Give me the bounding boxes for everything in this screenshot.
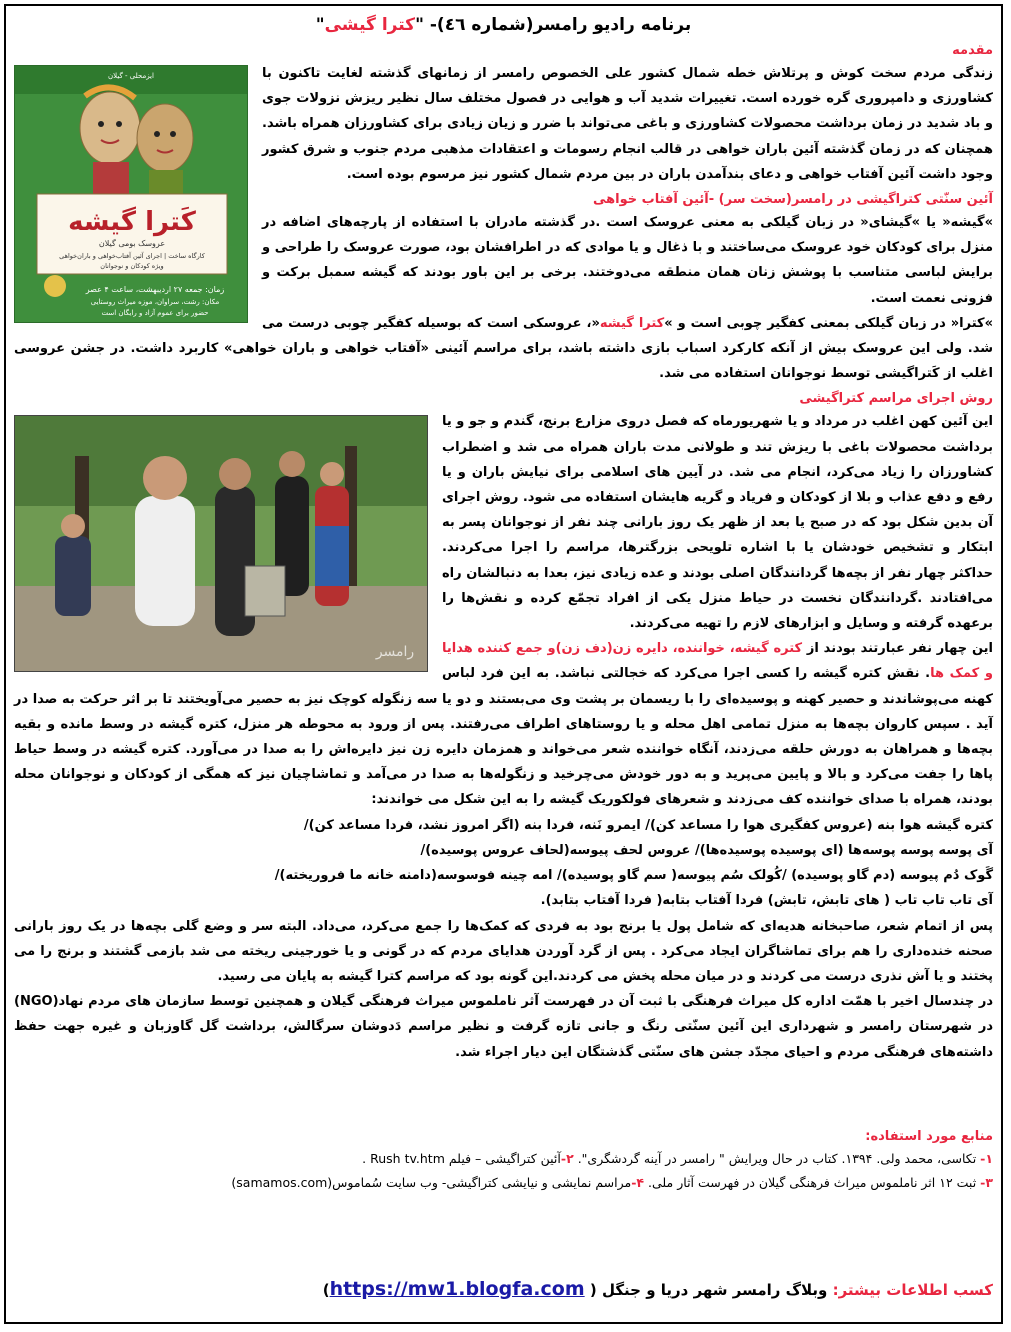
reference-text: ثبت ۱۲ اثر ناملموس میراث فرهنگی گیلان در فهرست آثار ملی. <box>644 1174 981 1190</box>
kitra-gishe-poster-image <box>14 65 248 323</box>
method-heading: روش اجرای مراسم کتراگیشی <box>799 391 993 407</box>
intro-paragraph: زندگی مردم سخت کوش و پرتلاش خطه شمال کشور علی الخصوص رامسر از زمانهای گذشته لغایت تاکنون با کشاورزی و دامپروری گره خورده است. تغییرات شدید آب و هوایی در فصول مختلف سال نظیر ریزش نزولات جوی و باد شدید در زمان برداشت محصولات کشاورزی و باغی می‌تواند با ضرر و زیان زیادی برای کشاورزان همراه باشد. همچنان که در زمان گذشته آئین باران خواهی در قالب انجام رسومات و اعتقادات مذهبی مردم جنوب و شرق کشور وجود داشت آئین آفتاب خواهی و دعای بندآمدن باران در بین مردم شمال کشور نیز مرسوم بوده است. <box>262 66 993 182</box>
verse-line: آی پوسه پوسه پوسه‌ها (ای پوسیده پوسیده‌ها)/ عروس لحف پیوسه(لحاف عروس پوسیده)/ <box>420 842 993 858</box>
poster-place-line: مکان: رشت، سراوان، موزه میراث روستایی <box>90 298 220 306</box>
reference-text: تکاسی، محمد ولی. ۱۳۹۴. کتاب در حال ویرایش " رامسر در آینه گردشگری". <box>573 1150 981 1166</box>
footer-blog-name: وبلاگ رامسر شهر دریا و جنگل ( <box>584 1281 833 1299</box>
footer-label: کسب اطلاعات بیشتر: <box>832 1281 993 1299</box>
verse-line: کتره گیشه هوا بنه (عروس کفگیری هوا را مساعد کن)/ ایمرو نَنه، فردا بنه (اگر امروز نشد، فردا مساعد کن)/ <box>303 817 993 833</box>
reference-number: ۳- <box>980 1174 993 1190</box>
references-heading: منابع مورد استفاده: <box>865 1128 993 1144</box>
photo-watermark: رامسر <box>375 644 415 661</box>
revival-paragraph: در چندسال اخیر با همّت اداره کل میراث فرهنگی با ثبت آن در فهرست آثر ناملموس میراث فرهنگی گیلان و همچنین توسط سازمان های مردم نهاد(NGO) در شهرستان رامسر و شهرداری این آئین سنّتی رنگ و جانی تازه گرفت و نظیر مراسم دَدوشان سرگالش، برداشت گل گاوزبان و غیره جهت حفظ داشته‌های فرهنگی مردم و احیای مجدّد جشن های سنّتی گذشتگان این دیار اجراء شد. <box>14 994 993 1060</box>
kitra-paragraph-start: »کترا« در زبان گیلکی بمعنی کفگیر چوبی است و » <box>664 315 993 331</box>
footer-close-paren: ) <box>322 1281 330 1299</box>
reference-text: مراسم نمایشی و نیایشی کتراگیشی- وب سایت سُماموس(samamos.com) <box>231 1174 632 1190</box>
verse-line: گَوک دُم پیوسه (دم گاو پوسیده) /کُولک سُم پیوسه( سم گاو پوسیده)/ امه چینه فوسوسه(دامنه خانه ما فرو‌ریخته)/ <box>274 868 993 884</box>
gishe-paragraph: »گیشه« یا »گیشای« در زبان گیلکی به معنی عروسک است .در گذشته مادران با استفاده از پارچه‌های اضافه در منزل برای کودکان خود عروسک می‌ساختند و با ذغال و یا موادی که در اطرافشان بود، صورت عروسک را طراحی و برایش لباسی متناسب با پوشش زنان همان منطقه می‌دوختند. برخی بر این باور بودند که گیشه سمبل برکت و فزونی نعمت است. <box>262 215 993 306</box>
footer-more-info <box>14 1277 993 1302</box>
gift-paragraph: پس از اتمام شعر، صاحبخانه هدیه‌ای که شامل پول یا برنج بود به فردی که کمک‌ها را جمع می‌کرد، می‌داد. البته سر و وضع گلی بچه‌ها در یک روز بارانی صحنه خنده‌داری را هم برای تماشاگران ایجاد می‌کرد . پس از گرد آوردن هدایای مردم که در گونی و یا خورجینی ریخته می شد بازمی گشتند و برنج را می پختند و یا آش نذری درست می کردند و در میان محله پخش می کردند.این گونه بود که مراسم کترا گیشه به پایان می رسید. <box>14 918 993 984</box>
method-paragraph: این آئین کهن اغلب در مرداد و یا شهریورماه که فصل دروی مزارع برنج، گندم و جو و یا برداشت محصولات باغی با ریزش تند و طولانی مدت باران همراه می شد و اضطراب کشاورزان را زیاد می‌کرد، انجام می شد. در آیین های اسلامی برای نیایش باران و یا رفع و دفع عذاب و بلا از کودکان و فریاد و گریه هایشان استفاده می شود. روش اجرای آن بدین شکل بود که در صبح یا بعد از ظهر یک روز بارانی چند نفر از نوجوانان پسر به ابتکار و تشخیص خودشان یا با اشاره تلویحی بزرگترها، مراسم را اجرا می‌کردند. حداکثر چهار نفر از بچه‌ها گردانندگان اصلی بودند و عده زیادی نیز، بعدا به دنبالشان راه می‌افتادند .گردانندگان نخست در حیاط منزل یکی از افراد تجمّع کرده و نقش‌ها را برعهده گرفته و وسایل و ابزارهای لازم را تهیه می‌کردند. <box>442 414 993 632</box>
roles-highlight: کتره گیشه، خواننده، دایره زن(دف زن)و جمع کننده هدایا و کمک ها <box>442 641 993 682</box>
title-prefix: برنامه رادیو رامسر(شماره ٤٦)- " <box>415 15 692 35</box>
document-content <box>14 12 993 1316</box>
poster-subtitle-3: ویژه کودکان و نوجوانان <box>100 262 164 270</box>
reference-number: ۲- <box>560 1150 574 1166</box>
poster-logo-line: ایزمحلی - گیلان <box>108 72 154 80</box>
poster-illustration <box>15 66 247 322</box>
photo-illustration <box>15 416 427 671</box>
page-title <box>14 12 993 38</box>
poster-date-line: زمان: جمعه ۲۷ اردیبهشت، ساعت ۴ عصر <box>85 285 225 294</box>
intro-heading: مقدمه <box>952 43 993 58</box>
verse-line: آی تاب تاب تاب ( های تابش، تابش) فردا آفتاب بتابه( فردا آفتاب بتابد). <box>540 893 993 909</box>
poster-subtitle-2: کارگاه ساخت | اجرای آئین آفتاب‌خواهی و باران‌خواهی <box>59 252 205 260</box>
reference-line-2 <box>14 1171 993 1195</box>
ritual-performance-photo <box>14 415 428 672</box>
roles-paragraph-end: . نقش کتره گیشه را کسی اجرا می‌کرد که خجالتی نباشد. به این فرد لباس کهنه می‌پوشاندند و حصیر کهنه و پوسیده‌ای را با ریسمان بر پشت وی می‌بستند و دو یا سه زنگوله کوچک نیز به حصیر می‌آویختند تا بر اثر حرکت به صدا در آید . سپس کاروان بچه‌ها به منزل تمامی اهل محله و یا روستاهای اطراف می‌رفتند. پس از ورود به محوطه هر منزل، کتره گیشه در وسط مانده و بقیه بچه‌ها و همراهان به دورش حلقه می‌زدند، آنگاه خواننده شعر می‌خواند و همزمان دایره زن نیز دایره‌اش را به صدا در می‌آورد. کتره گیشه در وسط حیاط پاها را جفت می‌کرد و بالا و پایین می‌پرید و به دور خودش می‌چرخید و زنگوله‌ها به صدا در می‌آمد و تماشاچیان نیز که همگی از کودکان و نوجوانان محله بودند، همراه با صدای خواننده کف می‌زدند و شعرهای فولکوریک گیشه را به این شکل می خواندند: <box>14 666 993 808</box>
kitra-gishe-highlight: کترا گیشه <box>599 315 665 331</box>
title-highlight: کترا گیشی <box>324 15 416 35</box>
reference-number: ۱- <box>980 1150 993 1166</box>
document-frame <box>4 4 1003 1324</box>
poster-name: کَترا گیشه <box>68 207 196 237</box>
title-suffix: " <box>315 15 325 35</box>
blog-link[interactable]: https://mw1.blogfa.com <box>329 1278 585 1300</box>
kitra-paragraph-end: «، عروسکی است که بوسیله کفگیر چوبی درست می شد. ولی این عروسک بیش از آنکه کارکرد اسباب بازی داشته باشد، برای مراسم آئینی «آفتاب خواهی و باران خواهی» کاربرد داشت. در جشن عروسی اغلب از کَتراگیشی توسط نوجوانان استفاده می شد. <box>14 315 993 382</box>
reference-line-1 <box>14 1147 993 1171</box>
roles-paragraph-start: این چهار نفر عبارتند بودند از <box>802 641 993 657</box>
reference-number: ۴- <box>631 1174 645 1190</box>
ritual-heading: آئین سنّتی کتراگیشی در رامسر(سخت سر) -آئین آفتاب خواهی <box>593 192 993 208</box>
reference-text: آئین کتراگیشی – فیلم Rush tv.htm . <box>362 1150 561 1166</box>
poster-note-line: حضور برای عموم آزاد و رایگان است <box>101 309 209 317</box>
poster-subtitle-1: عروسک بومی گیلان <box>98 239 166 248</box>
